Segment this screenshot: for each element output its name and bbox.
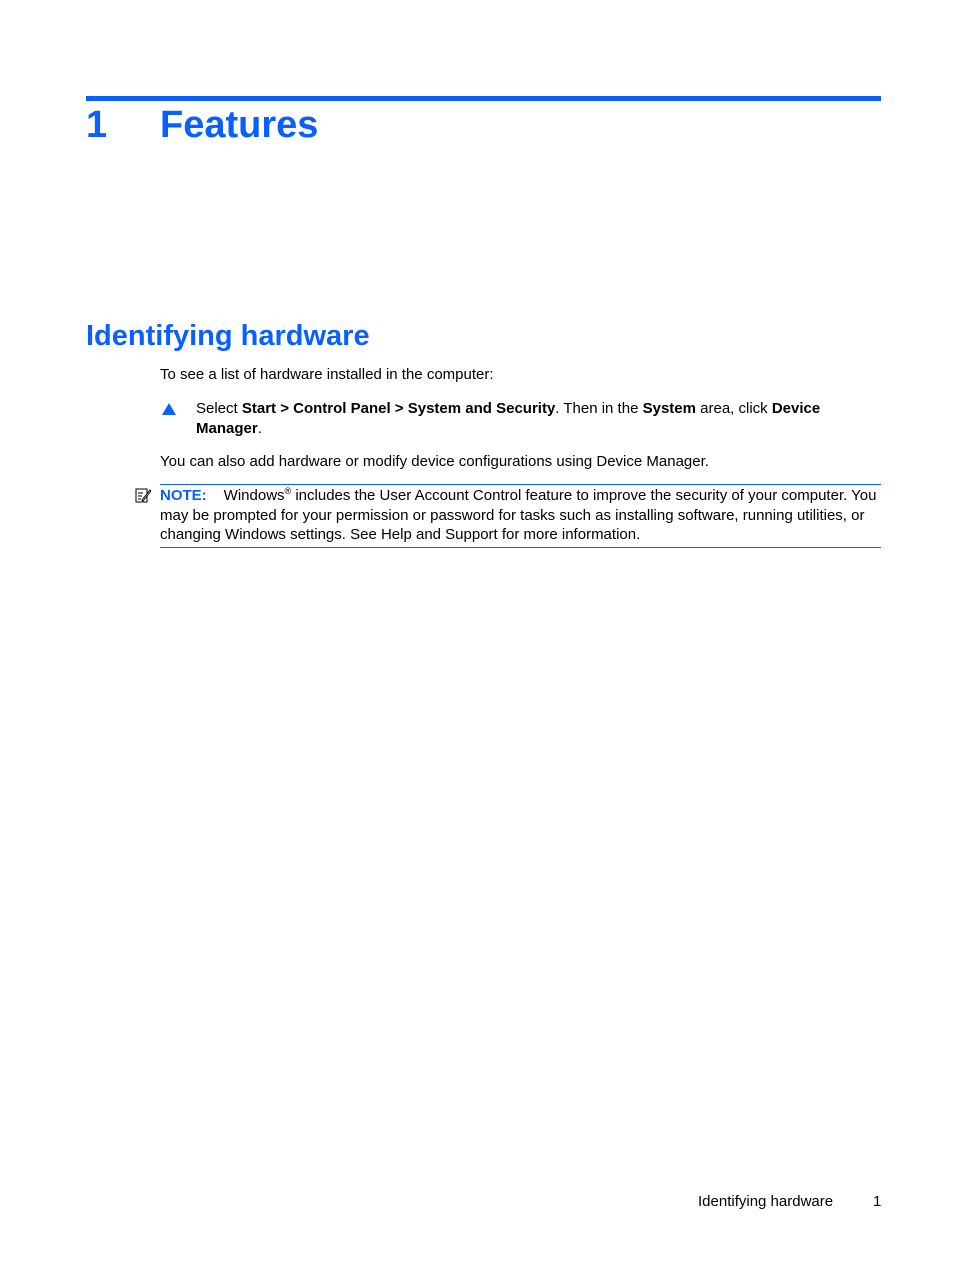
chapter-number: 1 xyxy=(86,104,108,146)
step-path: Start > Control Panel > System and Security xyxy=(241,400,556,417)
page-number: 1 xyxy=(873,1193,882,1210)
note-pencil-icon xyxy=(135,487,151,503)
step-select: Select xyxy=(196,400,242,417)
registered-mark: ® xyxy=(284,486,292,496)
note-label: NOTE: xyxy=(160,487,207,504)
step-area-click: area, click xyxy=(695,400,772,417)
also-paragraph: You can also add hardware or modify device configurations using Device Manager. xyxy=(160,453,709,470)
footer-section-label: Identifying hardware xyxy=(698,1193,834,1210)
note-body: includes the User Account Control feature to improve the security of your computer. You may be prompted for your permission or password for tasks such as installing software, running utilities, or changing Windows settings. See Help and Support for more information. xyxy=(160,487,877,543)
section-title: Identifying hardware xyxy=(86,320,370,352)
step-system: System xyxy=(642,400,696,417)
step-then: . Then in the xyxy=(555,400,643,417)
note-windows: Windows xyxy=(223,487,285,504)
note-text xyxy=(160,486,881,545)
chapter-title: Features xyxy=(160,104,319,146)
intro-paragraph: To see a list of hardware installed in the computer: xyxy=(160,366,494,383)
triangle-bullet-icon xyxy=(162,403,176,415)
step-device-manager: Device Manager xyxy=(196,400,821,437)
step-end: . xyxy=(257,419,262,437)
step-text xyxy=(196,399,882,438)
note-box xyxy=(160,484,881,548)
